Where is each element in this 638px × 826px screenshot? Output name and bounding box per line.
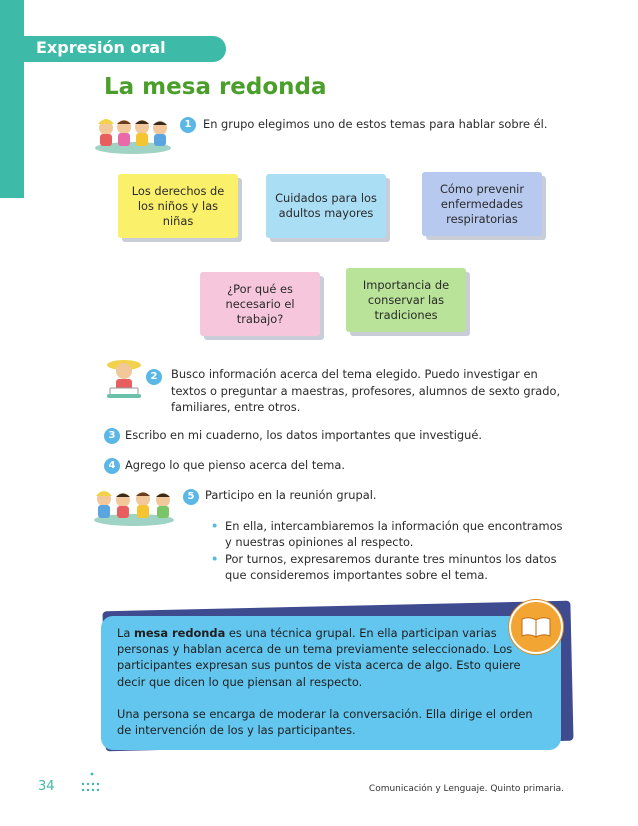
step-4-number: 4 — [104, 458, 120, 474]
page-title: La mesa redonda — [104, 74, 327, 100]
list-item — [209, 518, 569, 550]
topic-card-respiratorias — [422, 172, 542, 236]
step-1-number: 1 — [180, 117, 196, 133]
bullet-dot: • — [211, 552, 219, 566]
child-reading-icon — [104, 356, 144, 400]
note-term: mesa redonda — [133, 626, 226, 640]
bullet-text: En ella, intercambiaremos la información que encontramos y nuestras opiniones al respecto. — [225, 519, 563, 549]
step-5-text: Participo en la reunión grupal. — [205, 488, 377, 502]
children-group-icon — [92, 484, 176, 526]
step-3-text: Escribo en mi cuaderno, los datos importantes que investigué. — [125, 428, 482, 442]
step-3-number: 3 — [104, 428, 120, 444]
topic-label: Cómo prevenir enfermedades respiratorias — [439, 181, 525, 226]
bullet-dot: • — [211, 519, 219, 533]
step-2-text: Busco información acerca del tema elegido. Puedo investigar en textos o preguntar a maestras, profesores, alumnos de sexto grado, familiares, entre otros. — [171, 367, 561, 414]
bullet-text: Por turnos, expresaremos durante tres minuntos los datos que consideremos importantes sobre el tema. — [225, 552, 557, 582]
step-4-text: Agrego lo que pienso acerca del tema. — [125, 458, 346, 472]
step-5-bullet-list — [209, 518, 569, 584]
step-2-number: 2 — [146, 369, 162, 385]
step-5-number: 5 — [183, 489, 199, 505]
page-number: 34 — [38, 779, 55, 794]
side-color-bar — [0, 0, 24, 198]
note-lead: La — [117, 626, 134, 640]
topic-label: ¿Por qué es necesario el trabajo? — [225, 281, 295, 326]
section-label: Expresión oral — [36, 38, 166, 57]
definition-note — [101, 616, 561, 750]
topic-card-trabajo — [200, 272, 320, 336]
footer-credit: Comunicación y Lenguaje. Quinto primaria. — [368, 784, 564, 794]
children-group-icon — [92, 112, 174, 154]
list-item — [209, 551, 569, 583]
topic-card-derechos — [118, 174, 238, 238]
open-book-icon — [509, 600, 563, 654]
step-1-text: En grupo elegimos uno de estos temas para hablar sobre él. — [203, 117, 548, 131]
topic-label: Importancia de conservar las tradiciones — [362, 277, 450, 322]
dots-ornament — [80, 772, 104, 798]
topic-card-tradiciones — [346, 268, 466, 332]
topic-card-adultos — [266, 174, 386, 238]
topic-label: Cuidados para los adultos mayores — [275, 191, 377, 220]
note-definition: es una técnica grupal. En ella participan varias personas y hablan acerca de un tema previamente seleccionado. Los participantes expresan sus puntos de vista acerca de algo. Esto quiere decir que dicen lo que piensan al respecto. — [117, 626, 521, 689]
note-paragraph-1 — [117, 625, 545, 690]
section-tab — [24, 36, 226, 62]
note-paragraph-2: Una persona se encarga de moderar la conversación. Ella dirige el orden de intervención de los y las participantes. — [117, 706, 533, 738]
topic-label: Los derechos de los niños y las niñas — [131, 183, 225, 228]
